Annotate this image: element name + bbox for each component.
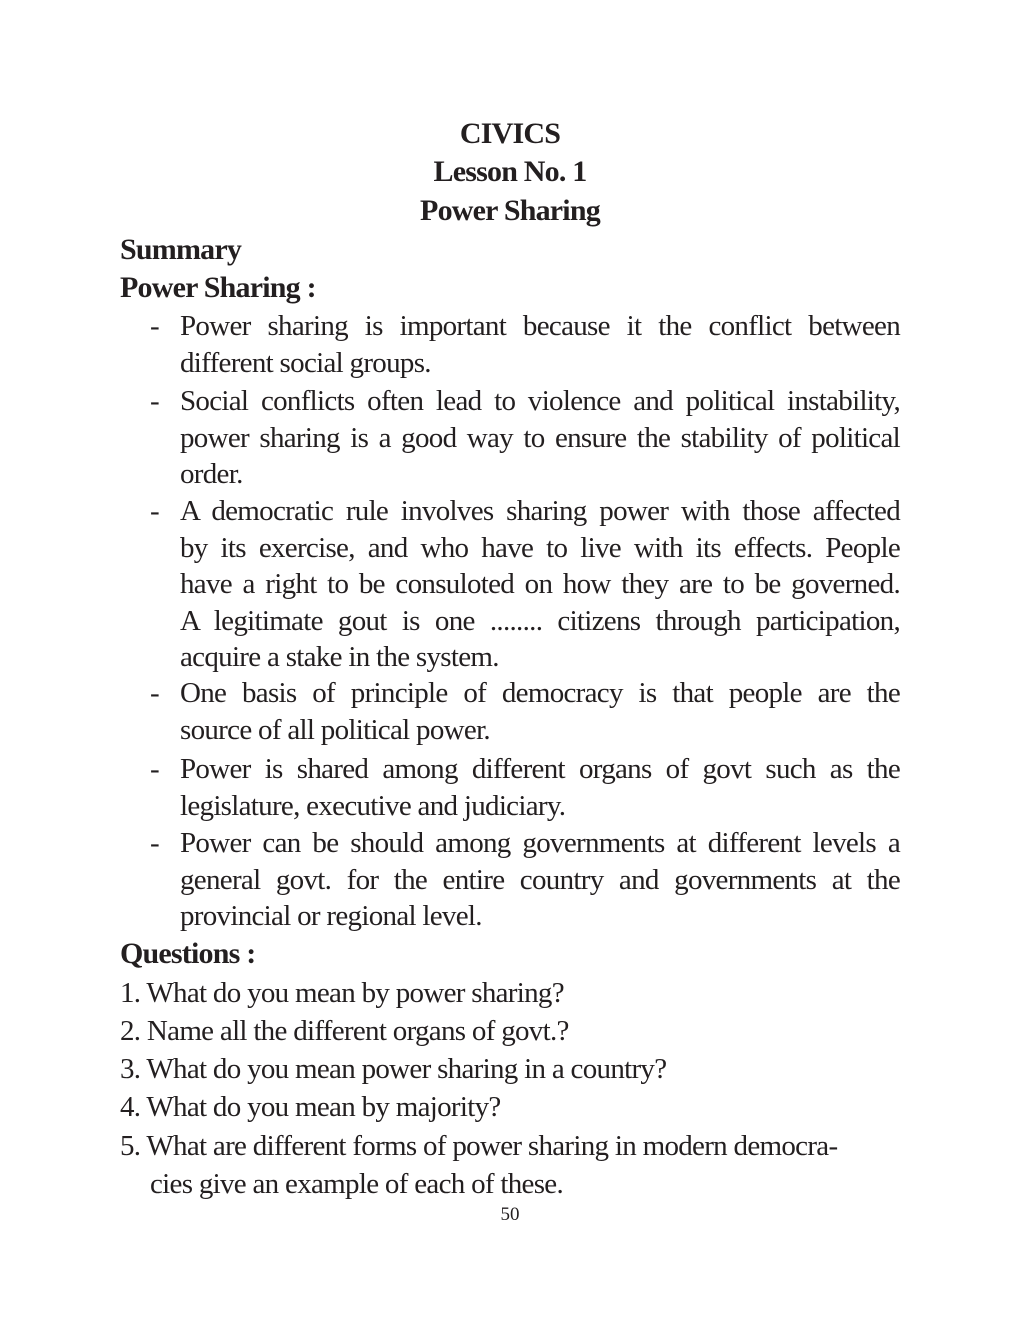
question-item: 4. What do you mean by majority? <box>120 1091 501 1123</box>
question-item: 5. What are different forms of power sharing in modern democra- <box>120 1130 838 1162</box>
bullet-line: different social groups. <box>180 346 431 379</box>
question-item: 1. What do you mean by power sharing? <box>120 977 564 1009</box>
summary-heading: Summary <box>120 233 242 266</box>
lesson-number: Lesson No. 1 <box>433 155 587 188</box>
bullet-line: A legitimate gout is one ........ citizens through participation, <box>180 604 900 637</box>
bullet-line: legislature, executive and judiciary. <box>180 789 566 822</box>
bullet-line: Power can be should among governments at different levels a <box>180 827 900 859</box>
bullet-line: power sharing is a good way to ensure the stability of political <box>180 421 900 454</box>
bullet-text <box>180 493 900 676</box>
question-item: 2. Name all the different organs of govt.? <box>120 1015 569 1047</box>
bullet-dash: - <box>150 827 160 859</box>
question-item: 3. What do you mean power sharing in a country? <box>120 1053 667 1085</box>
question-item-continuation: cies give an example of each of these. <box>150 1168 564 1200</box>
power-sharing-subheading: Power Sharing : <box>120 271 316 304</box>
questions-heading: Questions : <box>120 937 256 970</box>
bullet-line: by its exercise, and who have to live with its effects. People <box>180 531 900 564</box>
bullet-line: Power sharing is important because it the conflict between <box>180 310 900 342</box>
bullet-line: A democratic rule involves sharing power with those affected <box>180 495 900 527</box>
bullet-dash: - <box>150 753 160 785</box>
bullet-text <box>180 751 900 824</box>
subject-title: CIVICS <box>459 117 561 150</box>
lesson-title: Power Sharing <box>420 194 600 227</box>
bullet-dash: - <box>150 310 160 342</box>
bullet-line: source of all political power. <box>180 713 490 746</box>
bullet-line: Power is shared among different organs of govt such as the <box>180 753 900 785</box>
bullet-dash: - <box>150 677 160 709</box>
bullet-dash: - <box>150 385 160 417</box>
bullet-line: general govt. for the entire country and governments at the <box>180 863 900 896</box>
bullet-text <box>180 308 900 381</box>
bullet-text <box>180 825 900 935</box>
page-number: 50 <box>500 1204 520 1225</box>
bullet-line: have a right to be consuloted on how they are to be governed. <box>180 568 900 600</box>
bullet-line: order. <box>180 458 243 490</box>
bullet-text <box>180 675 900 748</box>
bullet-text <box>180 383 900 493</box>
bullet-line: One basis of principle of democracy is that people are the <box>180 677 900 709</box>
bullet-line: provincial or regional level. <box>180 900 482 932</box>
bullet-dash: - <box>150 495 160 527</box>
bullet-line: Social conflicts often lead to violence and political instability, <box>180 385 900 417</box>
bullet-line: acquire a stake in the system. <box>180 641 499 673</box>
